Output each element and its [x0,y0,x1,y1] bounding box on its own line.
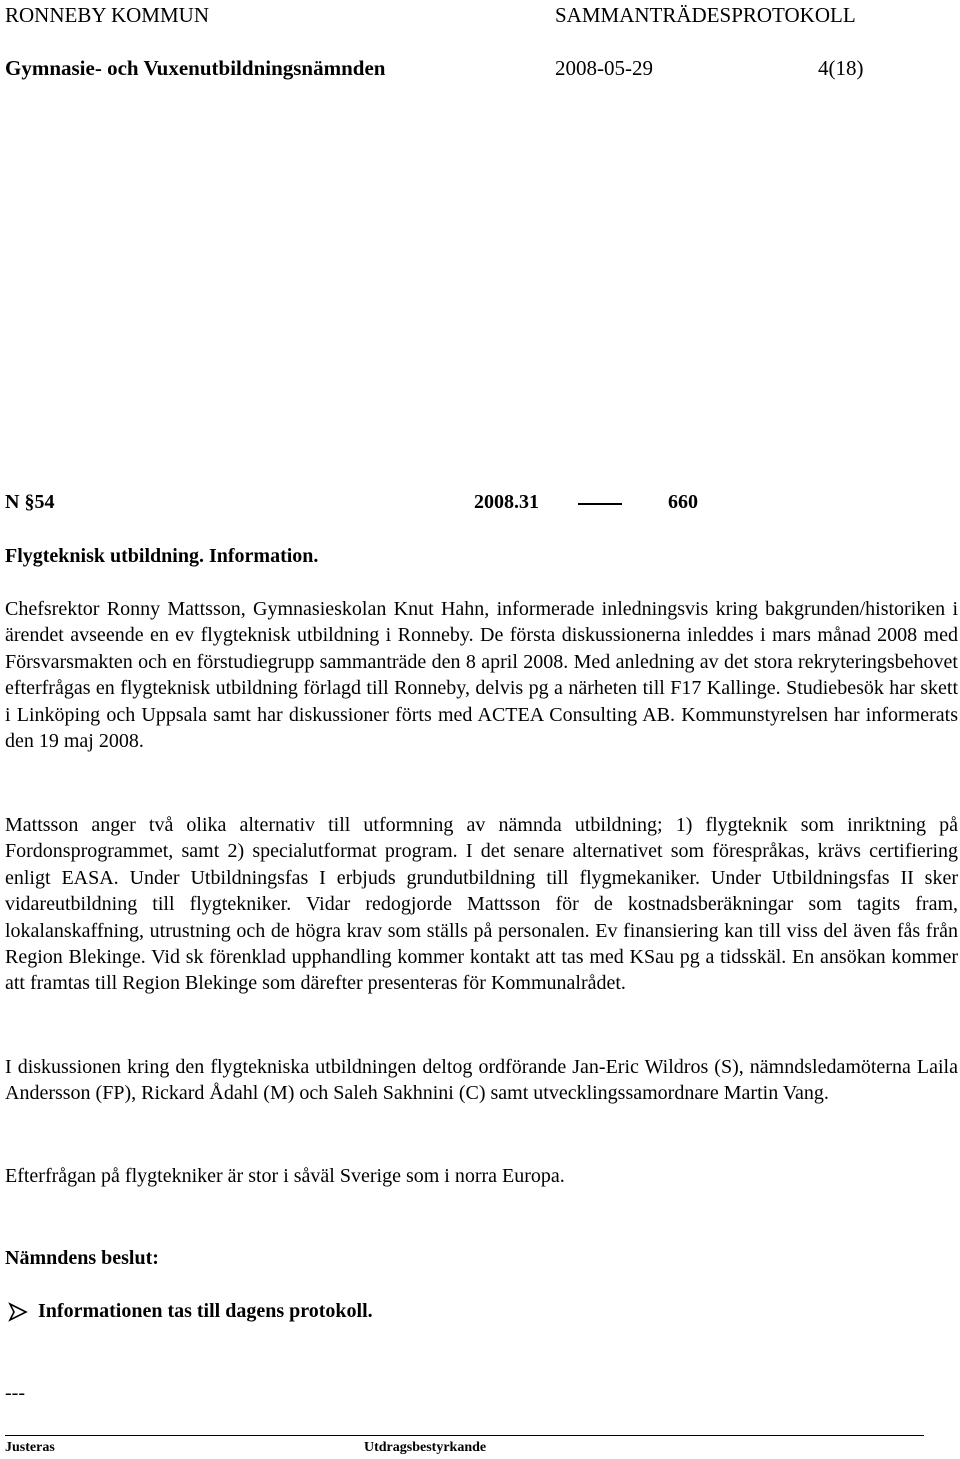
end-marker: --- [5,1382,25,1404]
footer-justeras: Justeras [5,1440,55,1455]
decision-item: Informationen tas till dagens protokoll. [38,1300,373,1322]
body-paragraph-4: Efterfrågan på flygtekniker är stor i såväl Sverige som i norra Europa. [5,1165,565,1187]
footer-utdragsbestyrkande: Utdragsbestyrkande [364,1440,487,1455]
committee-name: Gymnasie- och Vuxenutbildningsnämnden [5,56,386,80]
page-number: 4(18) [818,56,864,80]
org-name: RONNEBY KOMMUN [5,3,209,27]
footer-divider [5,1435,924,1436]
meeting-date: 2008-05-29 [555,56,653,80]
decision-heading: Nämndens beslut: [5,1247,159,1269]
diary-number: 2008.31 [474,491,539,513]
arrow-bullet-icon [8,1302,28,1322]
body-paragraph-1: Chefsrektor Ronny Mattsson, Gymnasieskolan Knut Hahn, informerade inledningsvis kring bakgrunden/historiken i ärendet avseende en ev flygteknisk utbildning i Ronneby. De första diskussionerna inleddes i mars månad 2008 med Försvarsmakten och en förstudiegrupp sammanträde den 8 april 2008. Med anledning av det stora rekryteringsbehovet efterfrågas en flygteknisk utbildning förlagd till Ronneby, delvis pg a närheten till F17 Kallinge. Studiebesök har skett i Linköping och Uppsala samt har diskussioner förts med ACTEA Consulting AB. Kommunstyrelsen har informerats den 19 maj 2008. [5,598,958,753]
document-type: SAMMANTRÄDESPROTOKOLL [555,3,856,27]
case-title: Flygteknisk utbildning. Information. [5,545,319,567]
body-paragraph-3: I diskussionen kring den flygtekniska utbildningen deltog ordförande Jan-Eric Wildros (S), nämndsledamöterna Laila Andersson (FP), Rickard Ådahl (M) och Saleh Sakhnini (C) samt utvecklingssamordnare Martin Vang. [5,1056,958,1105]
separator-dash [578,503,622,505]
body-paragraph-2: Mattsson anger två olika alternativ till utformning av nämnda utbildning; 1) flygteknik som inriktning på Fordonsprogrammet, samt 2) specialutformat program. I det senare alternativet som förespråkas, krävs certifiering enligt EASA. Under Utbildningsfas I erbjuds grundutbildning till flygmekaniker. Under Utbildningsfas II sker vidareutbildning till flygtekniker. Vidar redogjorde Mattsson för de kostnadsberäkningar som tagits fram, lokalanskaffning, utrustning och de högra krav som ställs på personalen. Ev finansiering kan till viss del även fås från Region Blekinge. Vid sk förenklad upphandling kommer kontakt att tas med KSau pg a tidsskäl. En ansökan kommer att framtas till Region Blekinge som därefter presenteras för Kommunalrådet. [5,814,958,995]
case-code: 660 [668,491,698,513]
paragraph-number: N §54 [5,491,55,513]
